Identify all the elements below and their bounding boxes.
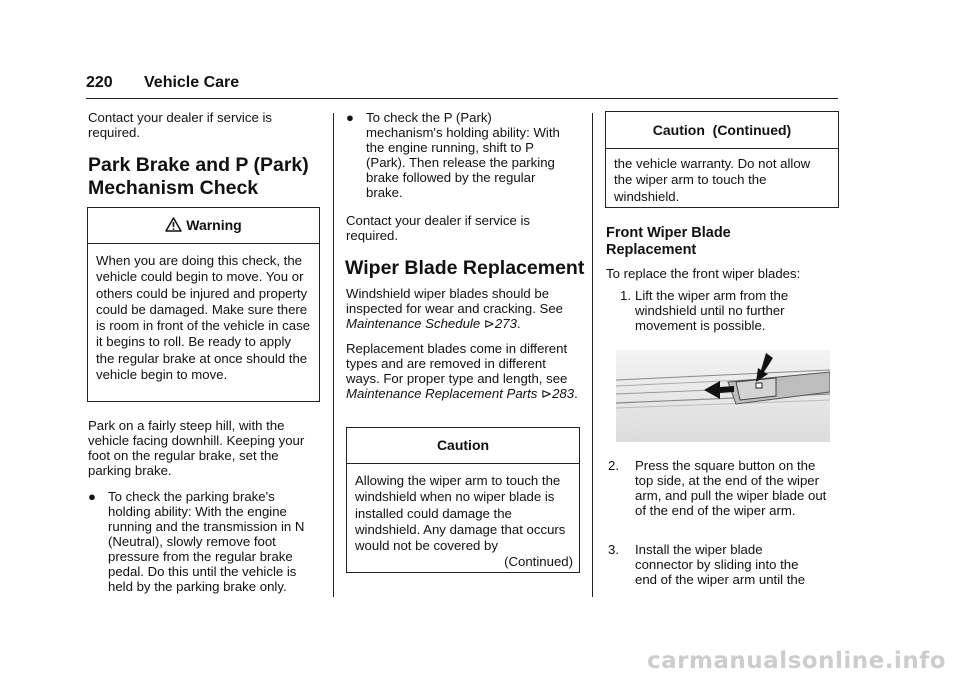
front-wiper-heading: Front Wiper Blade Replacement — [606, 225, 731, 258]
wiper-arm-illustration — [616, 350, 830, 442]
caution-body: Allowing the wiper arm to touch the windshield when no wiper blade is installed could damage the windshield. Any damage that occurs would not be covered by — [355, 473, 566, 554]
section-title: Vehicle Care — [144, 74, 240, 91]
contact-dealer-text-2: Contact your dealer if service is required. — [346, 213, 530, 243]
caution-continued-box — [605, 111, 839, 208]
caution-continued-header: Caution (Continued) — [606, 112, 838, 149]
maintenance-parts-link[interactable]: Maintenance Replacement Parts — [346, 386, 538, 401]
wiper-inspect-text: Windshield wiper blades should be inspected for wear and cracking. See Maintenance Schedule ⊳273. — [346, 286, 563, 331]
replacement-blades-body: Replacement blades come in different types and are removed in different ways. For proper type and length, see — [346, 341, 568, 386]
replacement-blades-text: Replacement blades come in different types and are removed in different ways. For proper type and length, see Maintenance Replacement Parts ⊳283. — [346, 341, 578, 401]
warning-box — [87, 207, 320, 402]
wiper-blade-heading: Wiper Blade Replacement — [345, 257, 585, 279]
contact-dealer-text: Contact your dealer if service is required. — [88, 110, 272, 140]
caution-box — [346, 427, 580, 573]
warning-header — [88, 208, 319, 244]
page-number: 220 — [86, 74, 113, 91]
column-1 — [88, 110, 320, 200]
step-2 — [608, 458, 838, 518]
park-hill-text: Park on a fairly steep hill, with the vehicle facing downhill. Keeping your foot on the regular brake, set the parking brake. — [88, 418, 305, 478]
step-3-text: Install the wiper blade connector by sliding into the end of the wiper arm until the — [635, 542, 806, 587]
step-1 — [620, 288, 838, 333]
park-brake-heading: Park Brake and P (Park) Mechanism Check — [88, 154, 309, 199]
caution-header: Caution — [347, 428, 579, 464]
bullet-park-mechanism — [346, 110, 578, 200]
front-wiper-intro: To replace the front wiper blades: — [606, 266, 801, 281]
wiper-inspect-body: Windshield wiper blades should be inspected for wear and cracking. See — [346, 286, 563, 316]
column-divider-1 — [333, 113, 334, 597]
page-ref-arrow-icon: ⊳ — [541, 386, 553, 401]
step-2-number: 2. — [608, 458, 619, 473]
page-ref-arrow-icon: ⊳ — [483, 316, 495, 331]
page-header — [86, 70, 838, 99]
caution-continued: (Continued) — [504, 554, 573, 570]
step-1-number: 1. — [620, 288, 631, 303]
bullet-park-mechanism-text: To check the P (Park) mechanism's holding ability: With the engine running, shift to P (Park). Then release the parking brake followed by the regular brake. — [366, 110, 560, 200]
warning-title: Warning — [186, 217, 242, 233]
step-3-number: 3. — [608, 542, 619, 557]
warning-triangle-icon — [165, 210, 182, 245]
bullet-marker: ● — [346, 110, 354, 125]
step-2-text: Press the square button on the top side, at the end of the wiper arm, and pull the wiper blade out of the end of the wiper arm. — [635, 458, 827, 518]
step-3 — [608, 542, 838, 587]
bullet-parking-brake — [88, 489, 320, 594]
caution-continued-body: the vehicle warranty. Do not allow the wiper arm to touch the windshield. — [614, 156, 811, 204]
maintenance-parts-page[interactable]: 283 — [552, 386, 575, 401]
column-divider-2 — [592, 113, 593, 597]
step-1-text: Lift the wiper arm from the windshield until no further movement is possible. — [635, 288, 789, 333]
bullet-parking-brake-text: To check the parking brake's holding ability: With the engine running and the transmission in N (Neutral), slowly remove foot pressure from the regular brake pedal. Do this until the vehicle is held by the parking brake only. — [108, 489, 305, 594]
bullet-marker: ● — [88, 489, 96, 504]
maintenance-schedule-link[interactable]: Maintenance Schedule — [346, 316, 481, 331]
warning-body: When you are doing this check, the vehicle could begin to move. You or others could be injured and property could be damaged. Make sure there is room in front of the vehicle in case it begins to roll. Be ready to apply the regular brake at once should the vehicle begin to move. — [96, 253, 311, 383]
maintenance-schedule-page[interactable]: 273 — [494, 316, 517, 331]
watermark: carmanualsonline.info — [646, 648, 946, 674]
